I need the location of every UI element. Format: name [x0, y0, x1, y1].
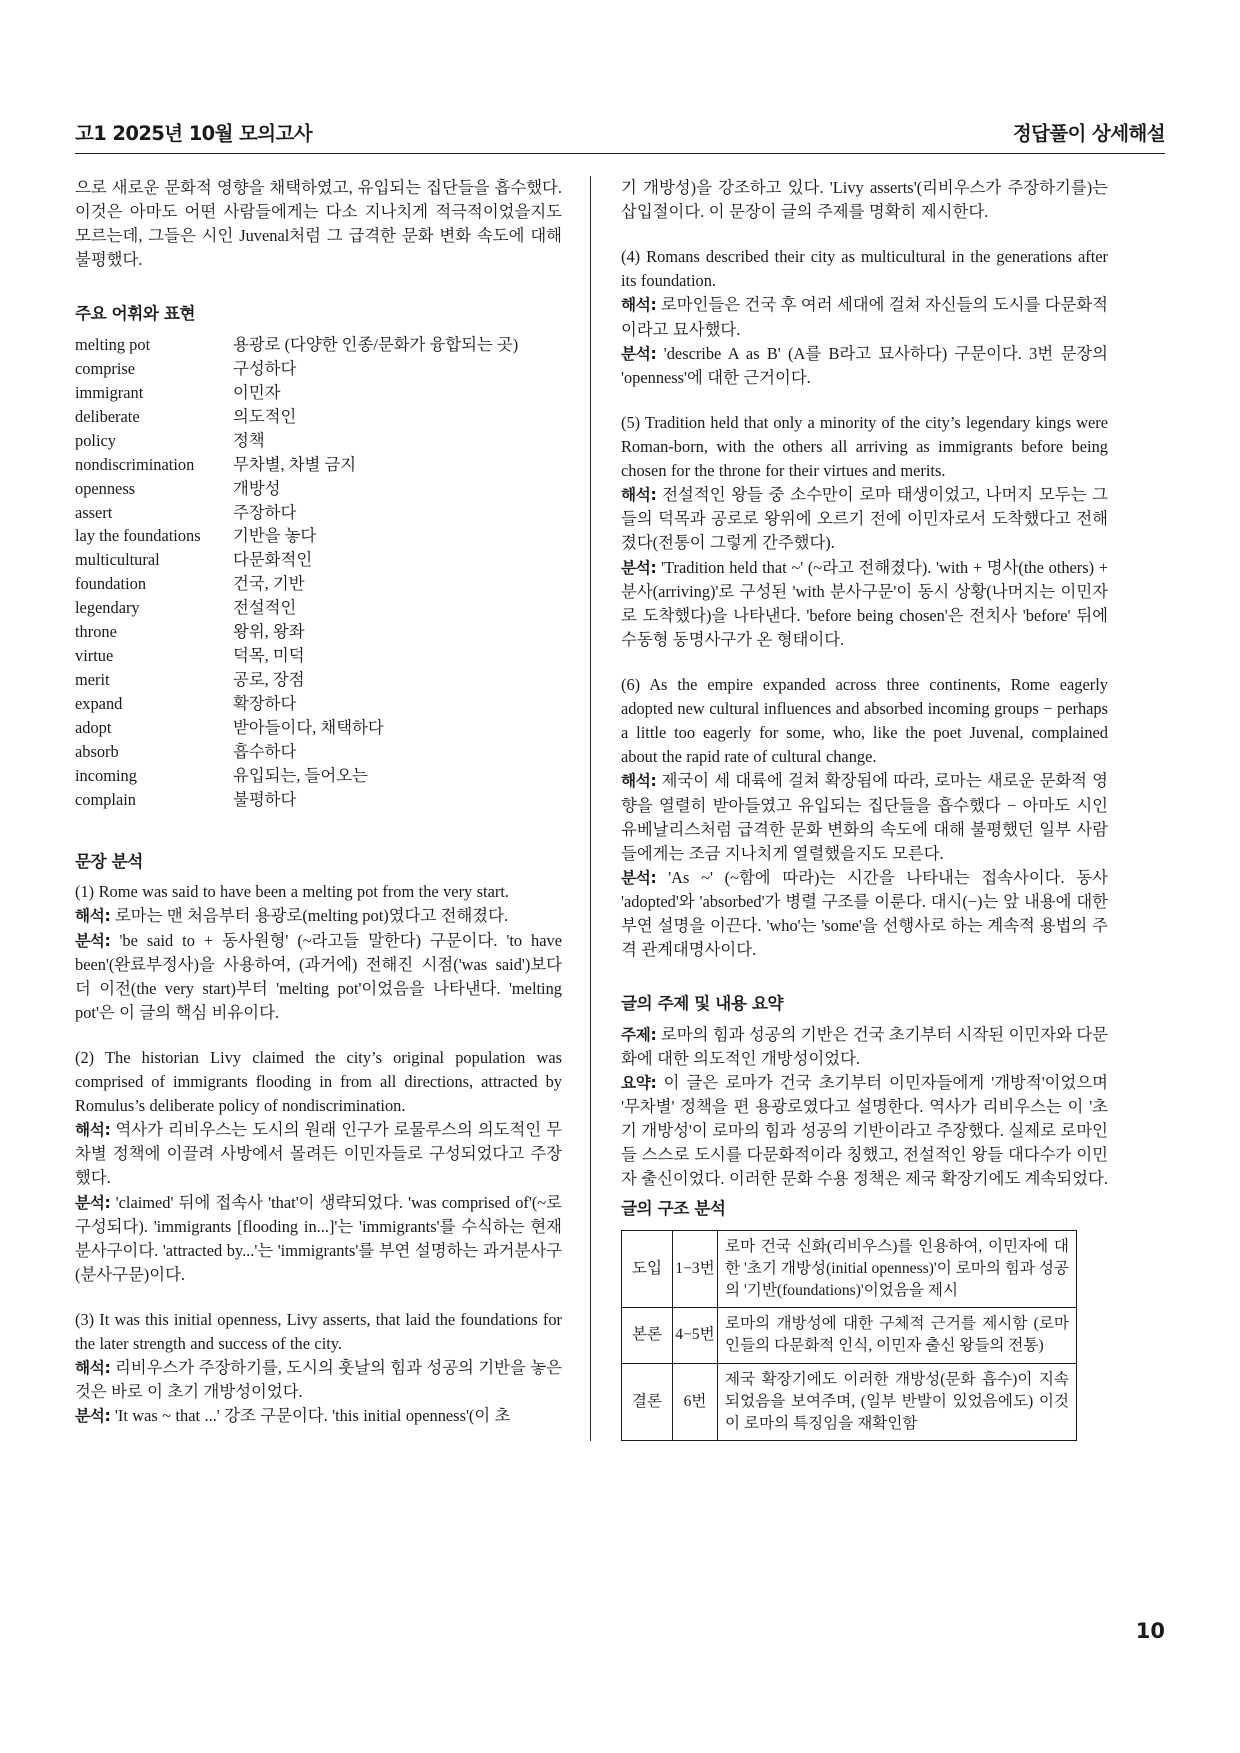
- item-sentence-text: Romans described their city as multicultural in the generations after its foundation.: [621, 247, 1108, 291]
- topic-text: 로마의 힘과 성공의 기반은 건국 초기부터 시작된 이민자와 다문화에 대한 의도적인 개방성이었다.: [621, 1024, 1108, 1068]
- structure-stage: 결론: [622, 1363, 673, 1440]
- sentence-item-2-analysis: [75, 1191, 562, 1287]
- vocab-item: [75, 357, 562, 381]
- analysis-label: 분석:: [75, 931, 111, 950]
- vocab-definition: 다문화적인: [233, 550, 313, 570]
- vocab-definition: 의도적인: [233, 406, 297, 426]
- item-number: (6): [621, 674, 641, 694]
- vocabulary-heading: 주요 어휘와 표현: [75, 304, 196, 324]
- vocab-term: policy: [75, 430, 116, 450]
- table-row: [622, 1308, 1077, 1363]
- summary-heading: 글의 주제 및 내용 요약: [621, 994, 784, 1014]
- sentence-item-5-analysis: [621, 556, 1108, 652]
- structure-range: 1−3번: [673, 1230, 718, 1307]
- vocab-definition: 불평하다: [233, 789, 297, 809]
- vocab-term: deliberate: [75, 406, 140, 426]
- interpretation-text: 제국이 세 대륙에 걸쳐 확장됨에 따라, 로마는 새로운 문화적 영향을 열렬히 받아들였고 유입되는 집단들을 흡수했다 − 아마도 시인 유베날리스처럼 급격한 문화 변화의 속도에 대해 불평했던 일부 사람들에게는 조금 지나치게 열렬했을지도 모른다.: [621, 771, 1108, 863]
- header-rule: [75, 153, 1165, 154]
- vocab-term: nondiscrimination: [75, 454, 195, 474]
- vocab-item: [75, 716, 562, 740]
- interpretation-label: 해석:: [621, 486, 657, 505]
- vocab-term: virtue: [75, 646, 114, 666]
- interpretation-label: 해석:: [621, 772, 657, 791]
- vocab-definition: 용광로 (다양한 인종/문화가 융합되는 곳): [233, 334, 519, 354]
- analysis-text: 'describe A as B' (A를 B라고 묘사하다) 구문이다. 3번 문장의 'openness'에 대한 근거이다.: [621, 343, 1108, 387]
- vocab-definition: 받아들이다, 채택하다: [233, 718, 384, 738]
- vocab-item: [75, 692, 562, 716]
- vocab-definition: 개방성: [233, 478, 281, 498]
- vocab-item: [75, 429, 562, 453]
- vocab-definition: 전설적인: [233, 598, 297, 618]
- table-row: [622, 1230, 1077, 1307]
- analysis-text-start: 'It was ~ that ...' 강조 구문이다. 'this initial openness'(이 초: [114, 1406, 511, 1426]
- vocab-item: [75, 501, 562, 525]
- item-number: (2): [75, 1047, 95, 1067]
- vocab-item: [75, 572, 562, 596]
- structure-stage: 도입: [622, 1230, 673, 1307]
- analysis-label: 분석:: [75, 1193, 111, 1212]
- analysis-label: 분석:: [621, 868, 657, 887]
- vocab-term: complain: [75, 789, 136, 809]
- structure-description: 로마의 개방성에 대한 구체적 근거를 제시함 (로마인들의 다문화적 인식, 이민자 출신 왕들의 전통): [718, 1308, 1077, 1363]
- sentence-item-4-analysis: [621, 342, 1108, 390]
- vocabulary-list: [75, 333, 562, 812]
- topic-label: 주제:: [621, 1025, 657, 1044]
- interpretation-text: 로마인들은 건국 후 여러 세대에 걸쳐 자신들의 도시를 다문화적이라고 묘사했다.: [621, 295, 1108, 339]
- analysis-text: 'claimed' 뒤에 접속사 'that'이 생략되었다. 'was comprised of'(~로 구성되다). 'immigrants [flooding in...]'는 'immigrants'를 수식하는 현재분사구이다. 'attracted by...'는 'immigrants'를 부연 설명하는 과거분사구(분사구문)이다.: [75, 1192, 562, 1284]
- vocab-item: [75, 453, 562, 477]
- vocab-definition: 정책: [233, 430, 265, 450]
- vocab-item: [75, 668, 562, 692]
- interpretation-label: 해석:: [75, 1121, 111, 1140]
- vocab-term: melting pot: [75, 334, 151, 354]
- sentence-item-4-sentence: [621, 245, 1108, 293]
- item-sentence-text: The historian Livy claimed the city’s original population was comprised of immigrants flooding in from all directions, attracted by Romulus’s deliberate policy of nondiscrimination.: [75, 1047, 562, 1116]
- vocab-term: throne: [75, 622, 117, 642]
- structure-description: 제국 확장기에도 이러한 개방성(문화 흡수)이 지속되었음을 보여주며, (일부 반발이 있었음에도) 이것이 로마의 특징임을 재확인함: [718, 1363, 1077, 1440]
- topic-paragraph: [621, 1023, 1108, 1071]
- vocab-term: expand: [75, 694, 123, 714]
- vocab-definition: 확장하다: [233, 694, 297, 714]
- summary-text: 이 글은 로마가 건국 초기부터 이민자들에게 '개방적'이었으며 '무차별' 정책을 편 용광로였다고 설명한다. 역사가 리비우스는 이 '초기 개방성'이 로마의 힘과 성공의 기반이라고 주장했다. 실제로 로마인들 스스로 도시를 다문화적이라 칭했고, 전설적인 왕들 대다수가 이민자 출신이었다. 이러한 문화 수용 정책은 제국 확장기에도 계속되었다.: [621, 1072, 1108, 1189]
- header-section-title: 정답풀이 상세해설: [1012, 122, 1165, 145]
- vocab-term: assert: [75, 502, 113, 522]
- sentence-item-5-sentence: [621, 411, 1108, 483]
- vocab-term: multicultural: [75, 550, 160, 570]
- sentence-item-6-sentence: [621, 673, 1108, 769]
- vocab-item: [75, 596, 562, 620]
- sentence-item-1-interpretation: [75, 904, 562, 928]
- vocab-item: [75, 381, 562, 405]
- vocab-item: [75, 477, 562, 501]
- vocab-term: lay the foundations: [75, 526, 201, 546]
- vocab-term: foundation: [75, 574, 147, 594]
- sentence-item-2-sentence: [75, 1046, 562, 1118]
- sentence-item-6-interpretation: [621, 769, 1108, 865]
- item-sentence-text: Rome was said to have been a melting pot from the very start.: [98, 882, 509, 902]
- item-sentence-text: It was this initial openness, Livy asserts, that laid the foundations for the later strength and success of the city.: [75, 1310, 562, 1354]
- vocab-item: [75, 644, 562, 668]
- structure-analysis-table: [621, 1230, 1077, 1441]
- right-column: [591, 176, 1108, 1441]
- interpretation-text: 로마는 맨 처음부터 용광로(melting pot)였다고 전해졌다.: [114, 906, 509, 926]
- vocab-item: [75, 405, 562, 429]
- sentence-item-2-interpretation: [75, 1118, 562, 1190]
- vocab-item: [75, 788, 562, 812]
- vocab-definition: 덕목, 미덕: [233, 646, 305, 666]
- vocab-term: adopt: [75, 718, 112, 738]
- sentence-item-3-analysis-start: [75, 1404, 562, 1428]
- left-column: [75, 176, 590, 1441]
- sentence-item-5-interpretation: [621, 483, 1108, 555]
- header-exam-title: 고1 2025년 10월 모의고사: [75, 122, 313, 145]
- two-column-body: [75, 176, 1165, 1441]
- item-number: (5): [621, 412, 641, 432]
- item-sentence-text: Tradition held that only a minority of the city’s legendary kings were Roman‑born, with the others all arriving as immigrants before being chosen for the throne for their virtues and merits.: [621, 412, 1108, 481]
- sentence-item-3-interpretation: [75, 1356, 562, 1404]
- analysis-text: 'As ~' (~함에 따라)는 시간을 나타내는 접속사이다. 동사 'adopted'와 'absorbed'가 병렬 구조를 이룬다. 대시(−)는 앞 내용에 대한 부연 설명을 이끈다. 'who'는 'some'을 선행사로 하는 계속적 용법의 주격 관계대명사이다.: [621, 867, 1108, 960]
- sentence-item-3-sentence: [75, 1308, 562, 1356]
- analysis-text: 'be said to + 동사원형' (~라고들 말한다) 구문이다. 'to have been'(완료부정사)을 사용하여, (과거에) 전해진 시점('was said')보다 더 이전(the very start)부터 'melting pot'이었음을 나타낸다. 'melting pot'은 이 글의 핵심 비유이다.: [75, 930, 562, 1022]
- document-page: [75, 118, 1165, 1441]
- interpretation-label: 해석:: [621, 296, 657, 315]
- structure-range: 4−5번: [673, 1308, 718, 1363]
- sentence-item-6-analysis: [621, 866, 1108, 962]
- vocab-definition: 공로, 장점: [233, 670, 305, 690]
- structure-analysis-heading: 글의 구조 분석: [621, 1199, 726, 1219]
- vocab-term: absorb: [75, 742, 119, 762]
- vocab-definition: 이민자: [233, 382, 281, 402]
- page-header: [75, 118, 1165, 153]
- sentence-analysis-heading: 문장 분석: [75, 851, 143, 871]
- page-number: 10: [1135, 1619, 1165, 1643]
- interpretation-label: 해석:: [75, 1359, 111, 1378]
- vocab-definition: 무차별, 차별 금지: [233, 454, 357, 474]
- vocab-term: comprise: [75, 358, 136, 378]
- vocab-definition: 건국, 기반: [233, 574, 305, 594]
- vocab-definition: 기반을 놓다: [233, 526, 317, 546]
- item-sentence-text: As the empire expanded across three continents, Rome eagerly adopted new cultural influences and absorbed incoming groups − perhaps a little too eagerly for some, who, like the poet Juvenal, complained about the rapid rate of cultural change.: [621, 674, 1108, 767]
- item-number: (1): [75, 882, 95, 902]
- interpretation-text: 리비우스가 주장하기를, 도시의 훗날의 힘과 성공의 기반을 놓은 것은 바로 이 초기 개방성이었다.: [75, 1358, 562, 1402]
- interpretation-label: 해석:: [75, 907, 111, 926]
- sentence-item-1-sentence: [75, 880, 562, 904]
- interpretation-text: 역사가 리비우스는 도시의 원래 인구가 로물루스의 의도적인 무차별 정책에 이끌려 사방에서 몰려든 이민자들로 구성되었다고 주장했다.: [75, 1120, 562, 1188]
- structure-range: 6번: [673, 1363, 718, 1440]
- vocab-term: openness: [75, 478, 136, 498]
- vocab-definition: 유입되는, 들어오는: [233, 765, 368, 785]
- analysis-label: 분석:: [621, 558, 657, 577]
- vocab-definition: 왕위, 왕좌: [233, 622, 305, 642]
- vocab-term: merit: [75, 670, 110, 690]
- right-continued-paragraph: 기 개방성)을 강조하고 있다. 'Livy asserts'(리비우스가 주장하기를)는 삽입절이다. 이 문장이 글의 주제를 명확히 제시한다.: [621, 178, 1108, 222]
- vocab-term: immigrant: [75, 382, 144, 402]
- vocab-item: [75, 333, 562, 357]
- vocab-term: legendary: [75, 598, 140, 618]
- structure-stage: 본론: [622, 1308, 673, 1363]
- vocab-term: incoming: [75, 765, 137, 785]
- summary-label: 요약:: [621, 1073, 657, 1092]
- vocab-item: [75, 524, 562, 548]
- vocab-definition: 구성하다: [233, 358, 297, 378]
- analysis-label: 분석:: [621, 344, 657, 363]
- structure-description: 로마 건국 신화(리비우스)를 인용하여, 이민자에 대한 '초기 개방성(initial openness)'이 로마의 힘과 성공의 '기반(foundations)'이었음을 제시: [718, 1230, 1077, 1307]
- vocab-item: [75, 764, 562, 788]
- vocab-item: [75, 548, 562, 572]
- left-continued-paragraph: 으로 새로운 문화적 영향을 채택하였고, 유입되는 집단들을 흡수했다. 이것은 아마도 어떤 사람들에게는 다소 지나치게 적극적이었을지도 모르는데, 그들은 시인 Juvenal처럼 그 급격한 문화 변화 속도에 대해 불평했다.: [75, 178, 562, 270]
- sentence-item-4-interpretation: [621, 293, 1108, 341]
- vocab-definition: 흡수하다: [233, 742, 297, 762]
- interpretation-text: 전설적인 왕들 중 소수만이 로마 태생이었고, 나머지 모두는 그들의 덕목과 공로로 왕위에 오르기 전에 이민자로서 도착했다고 전해졌다(전통이 그렇게 간주했다).: [621, 485, 1108, 553]
- analysis-label: 분석:: [75, 1407, 111, 1426]
- item-number: (4): [621, 247, 641, 267]
- summary-paragraph: [621, 1071, 1108, 1192]
- vocab-item: [75, 740, 562, 764]
- vocab-item: [75, 620, 562, 644]
- analysis-text: 'Tradition held that ~' (~라고 전해졌다). 'with + 명사(the others) + 분사(arriving)'로 구성된 'with 분사구문'이 동시 상황(나머지는 이민자로 도착했다)을 나타낸다. 'before being chosen'은 전치사 'before' 뒤에 수동형 동명사구가 온 형태이다.: [621, 557, 1108, 649]
- sentence-item-1-analysis: [75, 929, 562, 1025]
- vocab-definition: 주장하다: [233, 502, 297, 522]
- table-row: [622, 1363, 1077, 1440]
- item-number: (3): [75, 1310, 95, 1330]
